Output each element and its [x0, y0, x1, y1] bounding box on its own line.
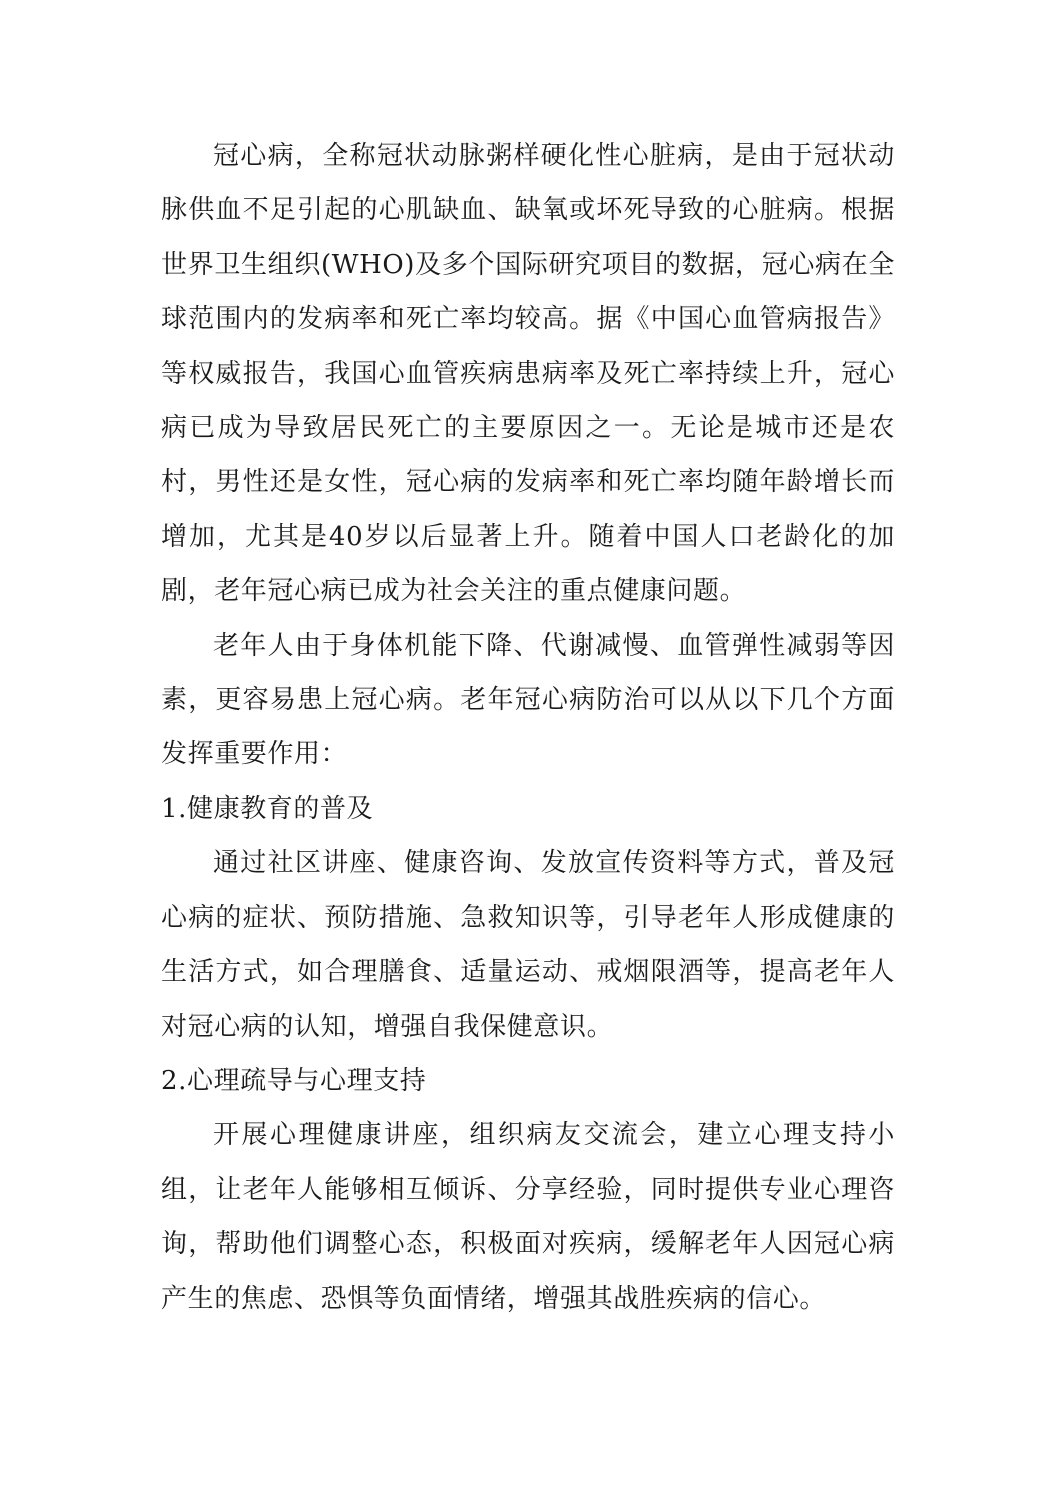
paragraph-health-education: 通过社区讲座、健康咨询、发放宣传资料等方式，普及冠心病的症状、预防措施、急救知识等，引导老年人形成健康的生活方式，如合理膳食、适量运动、戒烟限酒等，提高老年人对冠心病的认知，增强自我保健意识。 [161, 848, 895, 1042]
paragraph-elderly-risk: 老年人由于身体机能下降、代谢减慢、血管弹性减弱等因素，更容易患上冠心病。老年冠心病防治可以从以下几个方面发挥重要作用： [161, 630, 895, 770]
section-heading-health-education: 1.健康教育的普及 [161, 793, 374, 824]
paragraph-intro: 冠心病，全称冠状动脉粥样硬化性心脏病，是由于冠状动脉供血不足引起的心肌缺血、缺氧或坏死导致的心脏病。根据世界卫生组织(WHO)及多个国际研究项目的数据，冠心病在全球范围内的发病率和死亡率均较高。据《中国心血管病报告》等权威报告，我国心血管疾病患病率及死亡率持续上升，冠心病已成为导致居民死亡的主要原因之一。无论是城市还是农村，男性还是女性，冠心病的发病率和死亡率均随年龄增长而增加，尤其是40岁以后显著上升。随着中国人口老龄化的加剧，老年冠心病已成为社会关注的重点健康问题。 [161, 141, 895, 607]
paragraph-psychological-support: 开展心理健康讲座，组织病友交流会，建立心理支持小组，让老年人能够相互倾诉、分享经验，同时提供专业心理咨询，帮助他们调整心态，积极面对疾病，缓解老年人因冠心病产生的焦虑、恐惧等负面情绪，增强其战胜疾病的信心。 [161, 1120, 895, 1314]
document-body [161, 129, 895, 1326]
section-heading-psychological-support: 2.心理疏导与心理支持 [161, 1065, 427, 1096]
